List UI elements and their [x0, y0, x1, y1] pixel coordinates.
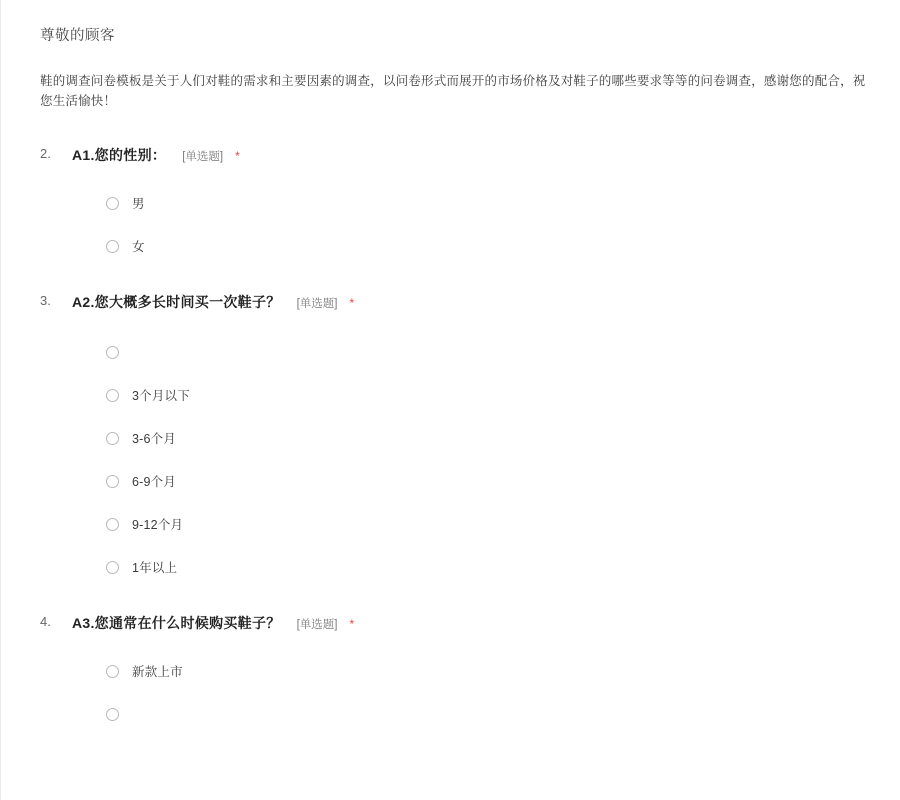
- question-type-label: [单选题]: [296, 298, 338, 310]
- question-header: [72, 613, 872, 633]
- option-label: 1年以上: [132, 561, 178, 575]
- option-item[interactable]: [72, 426, 872, 450]
- option-label: 男: [132, 197, 145, 211]
- option-item[interactable]: [72, 702, 872, 726]
- option-item[interactable]: [72, 191, 872, 215]
- option-label: 女: [132, 240, 145, 254]
- radio-icon[interactable]: [106, 561, 119, 574]
- survey-description: 鞋的调查问卷模板是关于人们对鞋的需求和主要因素的调查，以问卷形式而展开的市场价格及对鞋子的哪些要求等等的问卷调查，感谢您的配合，祝您生活愉快！: [40, 74, 866, 108]
- radio-icon[interactable]: [106, 518, 119, 531]
- radio-icon[interactable]: [106, 665, 119, 678]
- question-block-a2: [36, 292, 872, 579]
- question-type-label: [单选题]: [182, 151, 224, 163]
- question-number: 3.: [40, 293, 51, 308]
- option-item[interactable]: [72, 234, 872, 258]
- radio-icon[interactable]: [106, 346, 119, 359]
- option-item[interactable]: [72, 512, 872, 536]
- option-list: [72, 659, 872, 726]
- option-label: 3-6个月: [132, 432, 177, 446]
- radio-icon[interactable]: [106, 708, 119, 721]
- required-marker: *: [349, 296, 355, 310]
- page-title: 尊敬的顾客: [40, 28, 115, 44]
- radio-icon[interactable]: [106, 389, 119, 402]
- question-number: 4.: [40, 614, 51, 629]
- question-number: 2.: [40, 146, 51, 161]
- option-label: 6-9个月: [132, 475, 177, 489]
- option-list: [72, 191, 872, 258]
- question-block-a3: [36, 613, 872, 726]
- required-marker: *: [235, 149, 240, 163]
- question-header: [72, 292, 872, 312]
- question-title: A1.您的性别：: [72, 147, 167, 163]
- radio-icon[interactable]: [106, 475, 119, 488]
- page-left-rule: [0, 0, 1, 800]
- question-title: A3.您通常在什么时候购买鞋子？: [72, 615, 281, 631]
- option-item[interactable]: [72, 340, 872, 364]
- question-type-label: [单选题]: [296, 619, 338, 631]
- option-label: 3个月以下: [132, 389, 190, 403]
- radio-icon[interactable]: [106, 197, 119, 210]
- option-label: 9-12个月: [132, 518, 184, 532]
- radio-icon[interactable]: [106, 432, 119, 445]
- option-list: [72, 340, 872, 579]
- radio-icon[interactable]: [106, 240, 119, 253]
- option-item[interactable]: [72, 555, 872, 579]
- option-label: 新款上市: [132, 665, 183, 679]
- question-header: [72, 145, 872, 165]
- option-item[interactable]: [72, 659, 872, 683]
- question-title: A2.您大概多长时间买一次鞋子？: [72, 294, 281, 310]
- required-marker: *: [349, 617, 355, 631]
- option-item[interactable]: [72, 469, 872, 493]
- question-block-a1: [36, 145, 872, 258]
- option-item[interactable]: [72, 383, 872, 407]
